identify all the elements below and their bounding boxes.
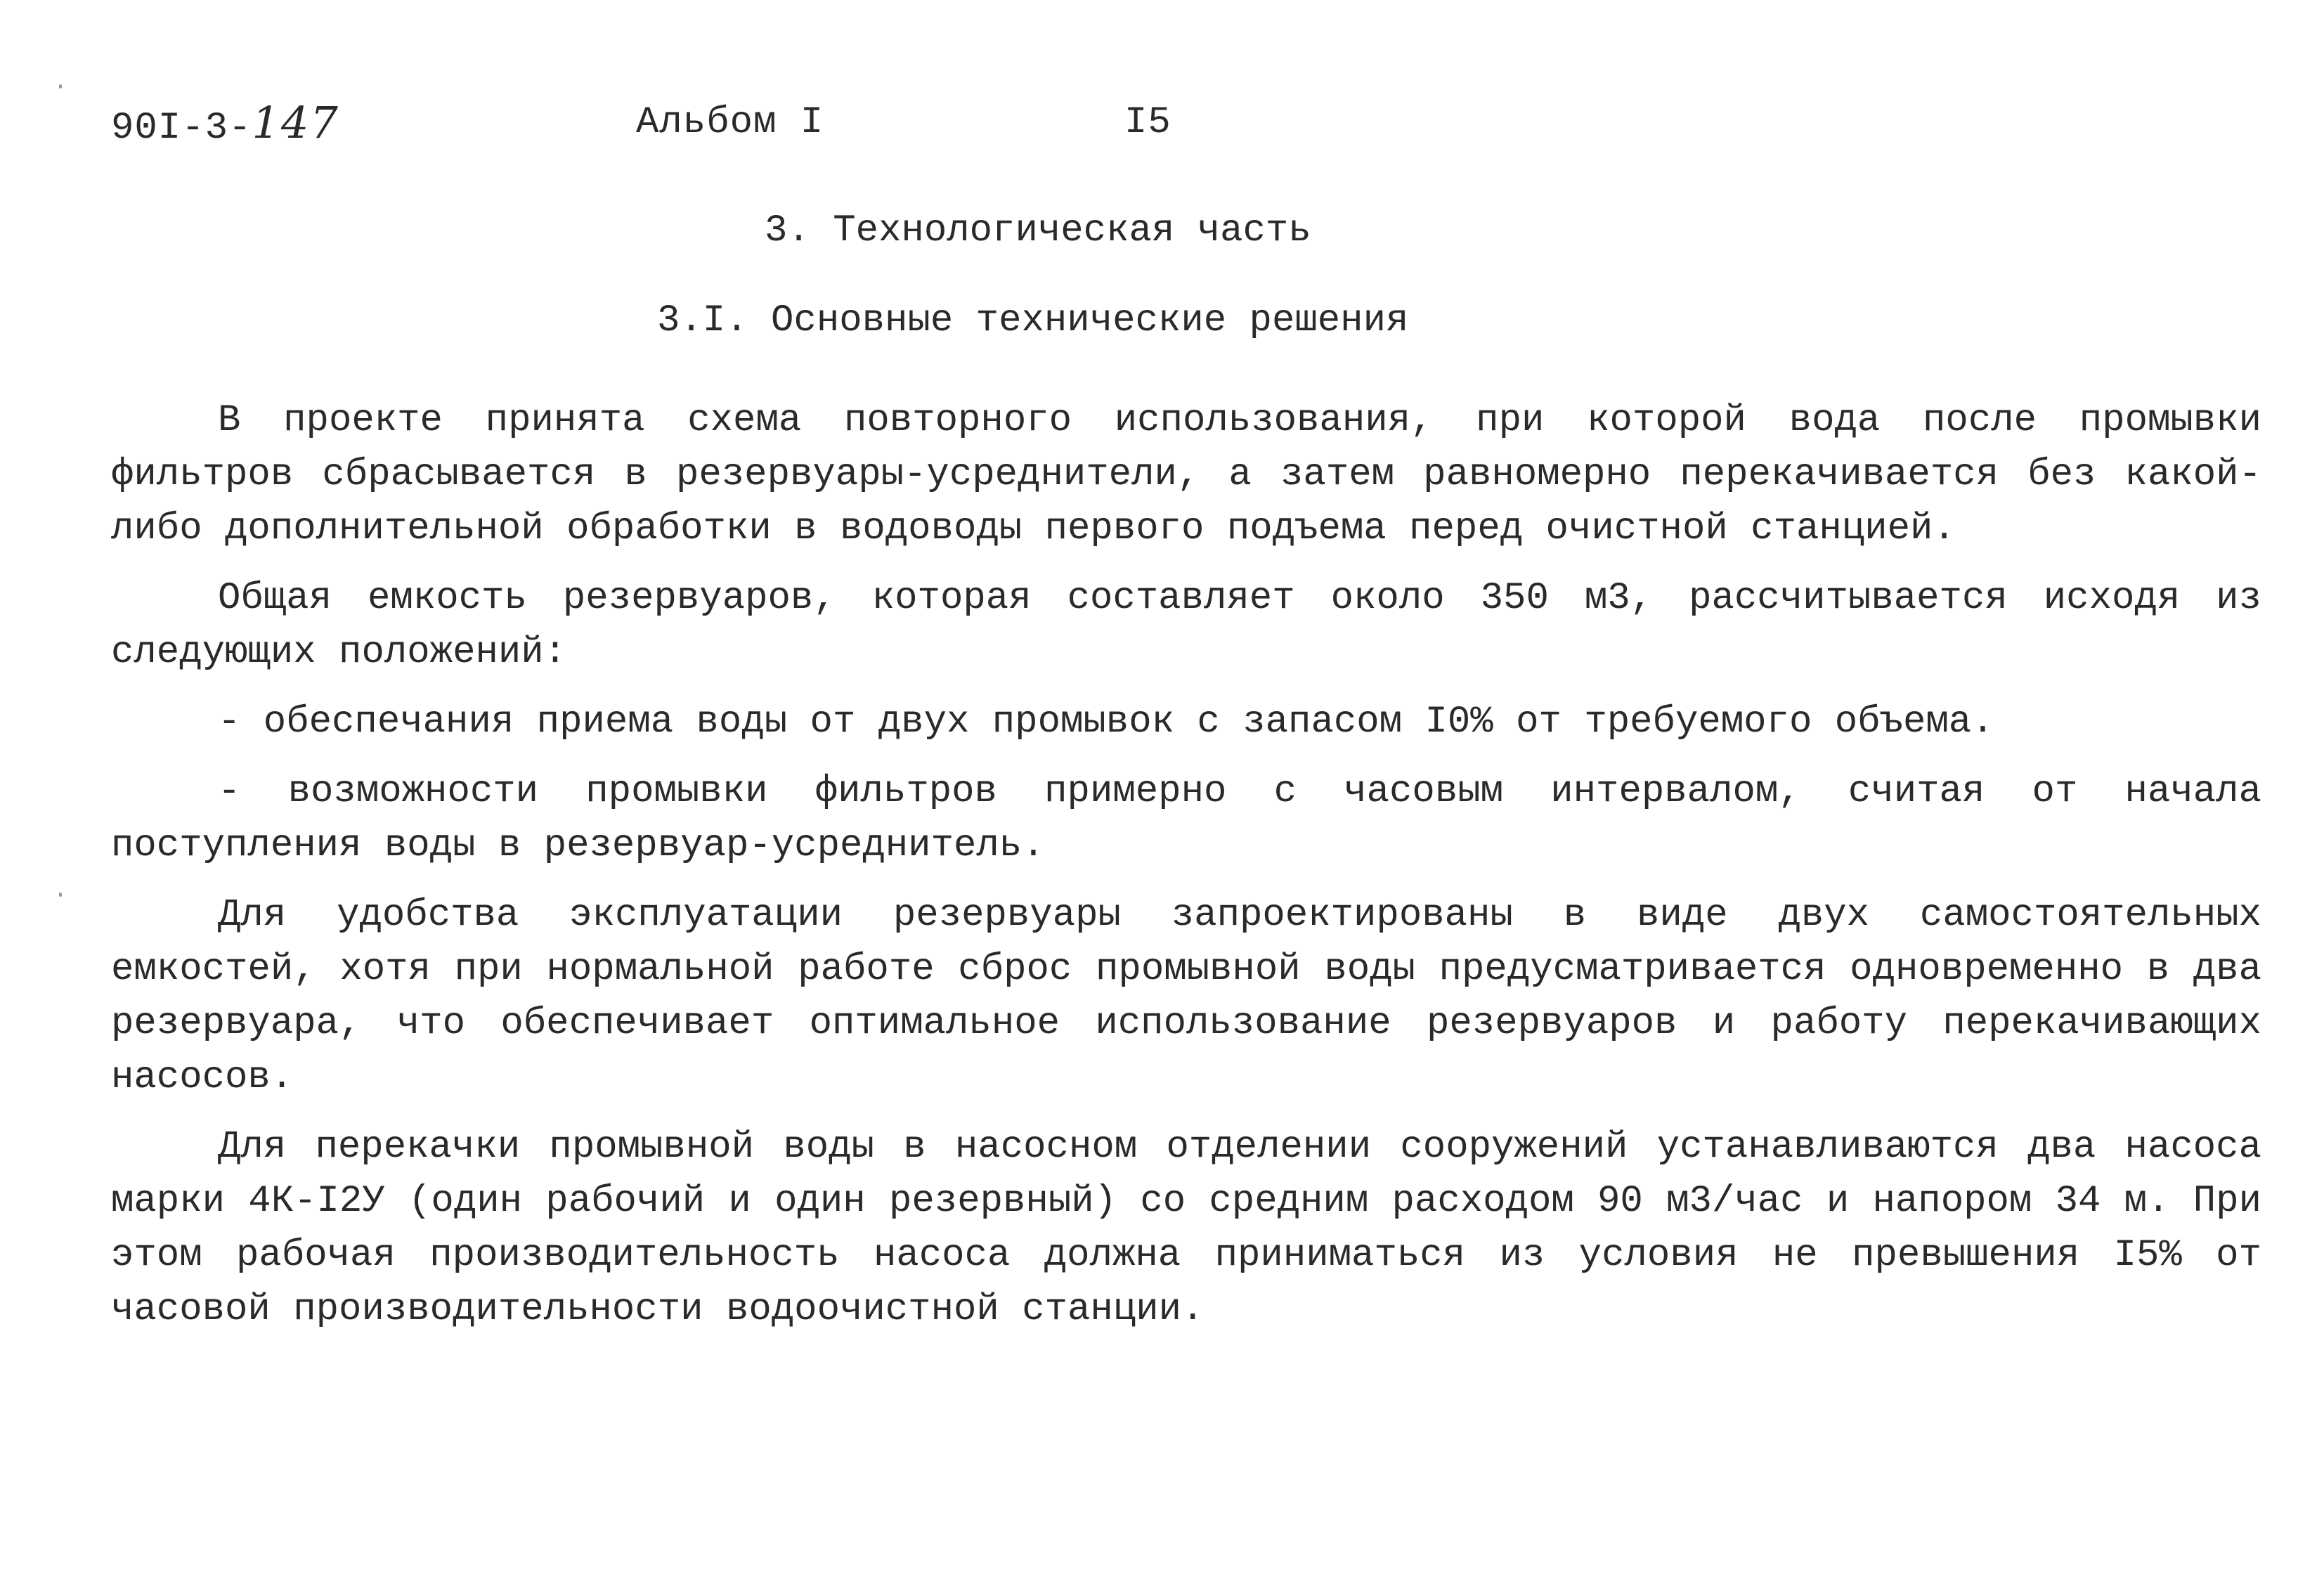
document-code (111, 98, 339, 153)
paragraph: Для удобства эксплуатации резервуары запроектированы в виде двух самостоятельных емкостей, хотя при нормальной работе сброс промывной воды предусматривается одновременно в два резервуара, что обеспечивает оптимальное использование резервуаров и работу перекачивающих насосов. (111, 894, 2261, 1099)
paragraph: Для перекачки промывной воды в насосном отделении сооружений устанавливаются два насоса марки 4К-I2У (один рабочий и один резервный) со средним расходом 90 м3/час и напором 34 м. При этом рабочая производительность насоса должна приниматься из условия не превышения I5% от часовой производительности водоочистной станции. (111, 1126, 2261, 1331)
body-text (111, 394, 2261, 1352)
scan-speck (59, 84, 62, 89)
album-label: Альбом I (636, 101, 824, 144)
document-code-handwritten: 147 (252, 97, 339, 148)
subsection-title: 3.I. Основные технические решения (657, 299, 1409, 342)
page-number: I5 (1124, 101, 1171, 144)
paragraph: В проекте принята схема повторного использования, при которой вода после промывки фильтров сбрасывается в резервуары-усреднители, а затем равномерно перекачивается без какой-либо дополнительной обработки в водоводы первого подъема перед очистной станцией. (111, 399, 2261, 550)
scan-speck (59, 893, 62, 897)
list-item: - обеспечания приема воды от двух промывок с запасом I0% от требуемого объема. (218, 701, 1994, 744)
section-title: 3. Технологическая часть (765, 209, 1311, 252)
document-code-prefix: 90I-3- (111, 107, 252, 150)
paragraph: Общая емкость резервуаров, которая составляет около 350 м3, рассчитывается исходя из следующих положений: (111, 577, 2261, 674)
list-item: - возможности промывки фильтров примерно с часовым интервалом, считая от начала поступления воды в резервуар-усреднитель. (111, 770, 2261, 867)
